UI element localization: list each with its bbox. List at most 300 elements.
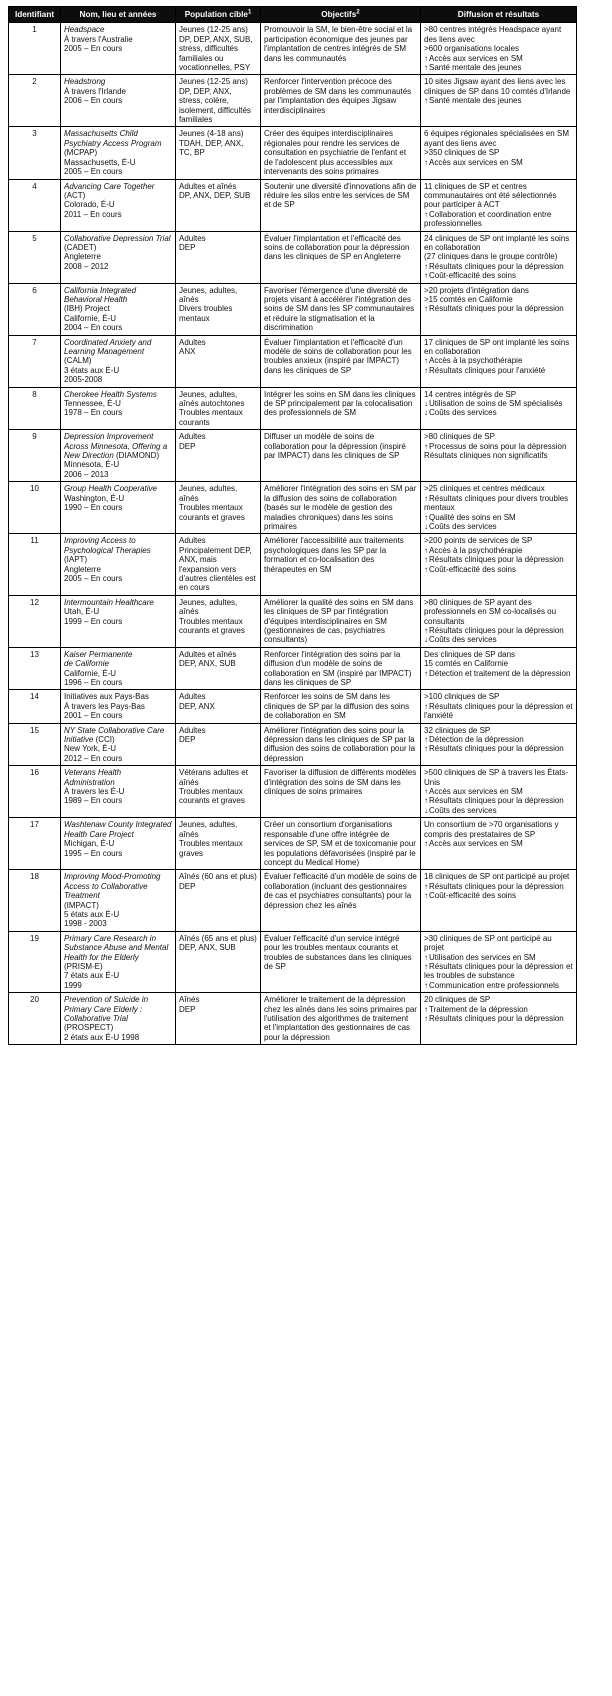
result-text: Coûts des services bbox=[429, 635, 497, 645]
result-text: 24 cliniques de SP ont implanté les soins en collaboration bbox=[424, 233, 570, 252]
result-line bbox=[424, 806, 573, 815]
name-line bbox=[64, 872, 172, 900]
results-cell bbox=[421, 127, 577, 179]
results-cell bbox=[421, 931, 577, 992]
name-line bbox=[64, 494, 172, 503]
table-row bbox=[9, 387, 577, 430]
population-line: DP, DEP, ANX, SUB, stress, difficultés familiales ou vocationnelles, PSY bbox=[179, 34, 253, 73]
name-text: Coordinated Anxiety and Learning Management bbox=[64, 337, 152, 356]
arrow-up-icon: ↑ bbox=[424, 625, 428, 635]
name-text: 2 états aux É-U 1998 bbox=[64, 1032, 140, 1042]
result-text: (27 cliniques dans le groupe contrôle) bbox=[424, 252, 558, 262]
name-text: 2005 – En cours bbox=[64, 44, 123, 54]
population-line: DEP bbox=[179, 1004, 196, 1014]
result-text: >500 cliniques de SP à travers les États-Unis bbox=[424, 768, 569, 787]
result-line bbox=[424, 598, 573, 626]
result-text: Santé mentale des jeunes bbox=[429, 96, 522, 106]
population-line: Adultes bbox=[179, 432, 206, 442]
program-name-cell bbox=[61, 595, 176, 647]
row-id: 5 bbox=[9, 231, 61, 283]
result-line bbox=[424, 182, 573, 210]
objectives-cell: Évaluer l'efficacité d'un modèle de soins de collaboration (incluant des gestionnaires de cas et psychiatres consultants) pour la dépression chez les aînés bbox=[261, 870, 421, 931]
result-line bbox=[424, 399, 573, 408]
name-line bbox=[64, 711, 172, 720]
population-cell bbox=[176, 231, 261, 283]
result-text: Qualité des soins en SM bbox=[429, 512, 516, 522]
name-text: Washtenaw County Integrated Health Care Project bbox=[64, 820, 172, 839]
population-line: Jeunes, adultes, aînés autochtones bbox=[179, 389, 245, 409]
name-line bbox=[64, 995, 172, 1023]
name-text: Massachusetts Child Psychiatry Access Program bbox=[64, 129, 162, 148]
table-row bbox=[9, 818, 577, 870]
name-text: 1996 – En cours bbox=[64, 678, 123, 687]
name-text: Prevention of Suicide in Primary Care Elderly : Collaborative Trial bbox=[64, 995, 149, 1023]
table-row bbox=[9, 993, 577, 1045]
result-line bbox=[424, 129, 573, 148]
program-name-cell bbox=[61, 993, 176, 1045]
table-row bbox=[9, 723, 577, 766]
name-line bbox=[64, 408, 172, 417]
population-line: DEP bbox=[179, 881, 196, 891]
name-line bbox=[64, 659, 172, 668]
header-id: Identifiant bbox=[9, 7, 61, 23]
population-line: Troubles mentaux courants et graves bbox=[179, 503, 245, 522]
population-line: Troubles mentaux graves bbox=[179, 839, 243, 858]
arrow-up-icon: ↑ bbox=[424, 545, 428, 555]
result-text: Accès à la psychothérapie bbox=[429, 545, 523, 555]
table-row bbox=[9, 231, 577, 283]
result-line bbox=[424, 536, 573, 545]
table-row bbox=[9, 23, 577, 75]
arrow-up-icon: ↑ bbox=[424, 881, 428, 891]
row-id: 7 bbox=[9, 335, 61, 387]
objectives-cell: Favoriser la diffusion de différents modèles d'intégration des soins de SM dans les cliniques de soins primaires bbox=[261, 766, 421, 818]
row-id: 14 bbox=[9, 690, 61, 723]
population-line: Adultes bbox=[179, 725, 206, 735]
results-cell bbox=[421, 23, 577, 75]
name-line bbox=[64, 919, 172, 928]
results-cell bbox=[421, 818, 577, 870]
result-text: Coût-efficacité des soins bbox=[429, 891, 517, 901]
name-text: (IBH) Project bbox=[64, 304, 110, 314]
name-line bbox=[64, 390, 172, 399]
name-text: 1998 - 2003 bbox=[64, 919, 107, 929]
result-line bbox=[424, 390, 573, 399]
name-text: Advancing Care Together bbox=[64, 181, 155, 191]
arrow-down-icon: ↓ bbox=[424, 521, 428, 531]
result-text: >600 organisations locales bbox=[424, 44, 519, 54]
result-line bbox=[424, 432, 573, 441]
name-text: Headspace bbox=[64, 25, 105, 35]
result-text: Résultats cliniques pour la dépression bbox=[429, 1014, 564, 1023]
document-page bbox=[8, 6, 576, 1045]
result-text: >15 comtés en Californie bbox=[424, 294, 513, 304]
header-objectives: Objectifs$^2$ bbox=[261, 7, 421, 23]
result-text: >80 cliniques de SP ayant des professionnels en SM co-localisés ou consultants bbox=[424, 597, 557, 626]
name-text: 2001 – En cours bbox=[64, 711, 123, 721]
name-line bbox=[64, 96, 172, 105]
result-line bbox=[424, 768, 573, 787]
name-line bbox=[64, 432, 172, 460]
result-line bbox=[424, 626, 573, 635]
name-line bbox=[64, 460, 172, 469]
population-cell bbox=[176, 387, 261, 430]
name-text: California Integrated Behavioral Health bbox=[64, 285, 137, 304]
program-name-cell bbox=[61, 870, 176, 931]
name-line bbox=[64, 366, 172, 375]
name-line bbox=[64, 910, 172, 919]
result-text: Résultats cliniques pour la dépression bbox=[429, 796, 564, 806]
table-row bbox=[9, 870, 577, 931]
name-text: 2008 – 2012 bbox=[64, 261, 109, 271]
results-cell bbox=[421, 335, 577, 387]
name-line bbox=[64, 503, 172, 512]
population-line: TDAH, DEP, ANX, TC, BP bbox=[179, 138, 244, 158]
name-text: À travers l'Irlande bbox=[64, 86, 126, 96]
population-line: DP, DEP, ANX, stress, colère, isolement, difficultés familiales bbox=[179, 86, 251, 125]
results-cell bbox=[421, 766, 577, 818]
result-line bbox=[424, 494, 573, 513]
name-line bbox=[64, 678, 172, 687]
result-text: Résultats cliniques non significatifs bbox=[424, 451, 548, 461]
population-line: Adultes bbox=[179, 536, 206, 546]
population-line: Jeunes (12-25 ans) bbox=[179, 25, 248, 35]
population-cell bbox=[176, 482, 261, 534]
result-text: >200 points de services de SP bbox=[424, 536, 533, 546]
name-line bbox=[64, 191, 172, 200]
objectives-cell: Intégrer les soins en SM dans les cliniques de SP principalement par la colocalisation des professionnels de SM bbox=[261, 387, 421, 430]
row-id: 15 bbox=[9, 723, 61, 766]
objectives-cell: Soutenir une diversité d'innovations afin de réduire les silos entre les services de SM et de SP bbox=[261, 179, 421, 231]
result-text: >100 cliniques de SP bbox=[424, 692, 500, 702]
name-line bbox=[64, 768, 172, 787]
row-id: 13 bbox=[9, 647, 61, 690]
population-cell bbox=[176, 75, 261, 127]
name-text: (IMPACT) bbox=[64, 900, 99, 910]
table-body bbox=[9, 23, 577, 1045]
population-line: Jeunes, adultes, aînés bbox=[179, 820, 238, 839]
row-id: 19 bbox=[9, 931, 61, 992]
result-line bbox=[424, 338, 573, 357]
name-text: Washington, É-U bbox=[64, 493, 125, 503]
name-text: Michigan, É-U bbox=[64, 839, 115, 849]
arrow-up-icon: ↑ bbox=[424, 512, 428, 522]
name-line bbox=[64, 1023, 172, 1032]
row-id: 4 bbox=[9, 179, 61, 231]
result-text: Utilisation des services en SM bbox=[429, 952, 536, 962]
result-line bbox=[424, 891, 573, 900]
program-name-cell bbox=[61, 647, 176, 690]
result-line bbox=[424, 839, 573, 848]
population-line: DEP bbox=[179, 735, 196, 745]
result-line bbox=[424, 484, 573, 493]
name-line bbox=[64, 484, 172, 493]
results-cell bbox=[421, 534, 577, 595]
arrow-up-icon: ↑ bbox=[424, 839, 428, 849]
population-line: DEP bbox=[179, 441, 196, 451]
population-cell bbox=[176, 335, 261, 387]
population-cell bbox=[176, 931, 261, 992]
row-id: 3 bbox=[9, 127, 61, 179]
name-text: Primary Care Research in Substance Abuse and Mental Health for the Elderly bbox=[64, 933, 169, 962]
program-name-cell bbox=[61, 179, 176, 231]
population-cell bbox=[176, 818, 261, 870]
name-line bbox=[64, 304, 172, 313]
name-text: Group Health Cooperative bbox=[64, 484, 157, 494]
result-line bbox=[424, 650, 573, 659]
name-text: (CALM) bbox=[64, 356, 92, 366]
table-row bbox=[9, 647, 577, 690]
population-line: Troubles mentaux courants et graves bbox=[179, 787, 245, 806]
name-text: Cherokee Health Systems bbox=[64, 389, 157, 399]
result-line bbox=[424, 304, 573, 313]
result-line bbox=[424, 735, 573, 744]
name-text: 1989 – En cours bbox=[64, 796, 123, 806]
population-line: Aînés bbox=[179, 995, 200, 1005]
arrow-up-icon: ↑ bbox=[424, 891, 428, 901]
results-cell bbox=[421, 231, 577, 283]
name-text: Californie, É-U bbox=[64, 313, 117, 323]
name-line bbox=[64, 243, 172, 252]
name-line bbox=[64, 617, 172, 626]
result-line bbox=[424, 96, 573, 105]
objectives-cell: Créer un consortium d'organisations responsable d'une offre intégrée de services de SP, SM et de toxicomanie pour les populations défavorisées (inspiré par le concept du Medical Home) bbox=[261, 818, 421, 870]
result-line bbox=[424, 882, 573, 891]
result-text: Santé mentale des jeunes bbox=[429, 63, 522, 73]
name-text: 2012 – En cours bbox=[64, 753, 123, 763]
name-line bbox=[64, 470, 172, 479]
name-suffix: (CCI) bbox=[93, 735, 115, 745]
result-line bbox=[424, 1005, 573, 1014]
table-row bbox=[9, 283, 577, 335]
name-text: Minnesota, É-U bbox=[64, 460, 120, 470]
name-text: 5 états aux É-U bbox=[64, 909, 120, 919]
result-line bbox=[424, 408, 573, 417]
result-line bbox=[424, 77, 573, 96]
population-line: Adultes bbox=[179, 233, 206, 243]
result-text: >80 cliniques de SP bbox=[424, 432, 495, 442]
programs-table bbox=[8, 6, 577, 1045]
name-line bbox=[64, 692, 172, 701]
name-text: Californie, É-U bbox=[64, 668, 117, 678]
result-text: Coût-efficacité des soins bbox=[429, 271, 517, 281]
population-line: Aînés (60 ans et plus) bbox=[179, 872, 257, 882]
result-line bbox=[424, 555, 573, 564]
name-line bbox=[64, 234, 172, 243]
name-text: À travers les É-U bbox=[64, 787, 125, 797]
name-text: Improving Mood-Promoting Access to Collaborative Treatment bbox=[64, 872, 161, 901]
table-row bbox=[9, 75, 577, 127]
name-line bbox=[64, 252, 172, 261]
objectives-cell: Évaluer l'efficacité d'un service intégré pour les troubles mentaux courants et troubles de substances dans les cliniques de SP bbox=[261, 931, 421, 992]
result-line bbox=[424, 995, 573, 1004]
results-cell bbox=[421, 482, 577, 534]
name-line bbox=[64, 796, 172, 805]
result-text: Accès à la psychothérapie bbox=[429, 356, 523, 366]
name-line bbox=[64, 981, 172, 990]
population-line: Divers troubles mentaux bbox=[179, 304, 233, 323]
results-cell bbox=[421, 387, 577, 430]
name-line bbox=[64, 286, 172, 305]
name-line bbox=[64, 574, 172, 583]
population-cell bbox=[176, 993, 261, 1045]
name-text: Angleterre bbox=[64, 564, 101, 574]
program-name-cell bbox=[61, 75, 176, 127]
result-line bbox=[424, 513, 573, 522]
population-line: Jeunes, adultes, aînés bbox=[179, 597, 238, 617]
result-text: Résultats cliniques pour la dépression et l'anxiété bbox=[424, 701, 573, 721]
results-cell bbox=[421, 283, 577, 335]
result-line bbox=[424, 702, 573, 721]
arrow-up-icon: ↑ bbox=[424, 304, 428, 314]
name-line bbox=[64, 200, 172, 209]
result-line bbox=[424, 692, 573, 701]
population-line: Adultes bbox=[179, 692, 206, 702]
program-name-cell bbox=[61, 283, 176, 335]
results-cell bbox=[421, 723, 577, 766]
name-line bbox=[64, 787, 172, 796]
results-cell bbox=[421, 430, 577, 482]
objectives-cell: Évaluer l'implantation et l'efficacité d'un modèle de soins de collaboration pour les troubles anxieux (inspiré par IMPACT) dans les cliniques de SP bbox=[261, 335, 421, 387]
result-line bbox=[424, 669, 573, 678]
name-text: Collaborative Depression Trial bbox=[64, 233, 171, 243]
result-line bbox=[424, 953, 573, 962]
result-line bbox=[424, 262, 573, 271]
population-cell bbox=[176, 690, 261, 723]
row-id: 2 bbox=[9, 75, 61, 127]
result-text: Résultats cliniques pour la dépression bbox=[429, 304, 564, 314]
result-text: Détection de la dépression bbox=[429, 735, 524, 745]
table-row bbox=[9, 335, 577, 387]
result-text: 10 sites Jigsaw ayant des liens avec les cliniques de SP dans 10 comtés d'Irlande bbox=[424, 77, 571, 96]
population-cell bbox=[176, 870, 261, 931]
result-text: Communication entre professionnels bbox=[429, 980, 559, 990]
name-text: Massachusetts, É-U bbox=[64, 157, 136, 167]
name-line bbox=[64, 35, 172, 44]
result-line bbox=[424, 934, 573, 953]
name-line bbox=[64, 971, 172, 980]
program-name-cell bbox=[61, 482, 176, 534]
name-line bbox=[64, 25, 172, 34]
name-line bbox=[64, 536, 172, 555]
name-text: 3 états aux É-U bbox=[64, 365, 120, 375]
result-text: Résultats cliniques pour la dépression bbox=[429, 261, 564, 271]
population-cell bbox=[176, 723, 261, 766]
arrow-up-icon: ↑ bbox=[424, 961, 428, 971]
objectives-cell: Renforcer l'intégration des soins par la diffusion d'un modèle de soins de collaboration en SM (inspiré par IMPACT) dans les cliniques de SP bbox=[261, 647, 421, 690]
name-text: 1999 bbox=[64, 980, 82, 990]
program-name-cell bbox=[61, 931, 176, 992]
result-text: Détection et traitement de la dépression bbox=[429, 668, 571, 678]
result-line bbox=[424, 962, 573, 981]
header-population: Population cible$^1$ bbox=[176, 7, 261, 23]
program-name-cell bbox=[61, 766, 176, 818]
name-text: New York, É-U bbox=[64, 744, 117, 754]
arrow-up-icon: ↑ bbox=[424, 952, 428, 962]
name-text: Colorado, É-U bbox=[64, 200, 115, 210]
population-line: Vétérans adultes et aînés bbox=[179, 768, 248, 787]
population-line: DP, ANX, DEP, SUB bbox=[179, 190, 251, 200]
name-text: Headstrong bbox=[64, 77, 106, 87]
results-cell bbox=[421, 75, 577, 127]
name-text: 2006 – En cours bbox=[64, 96, 123, 106]
name-text: 2011 – En cours bbox=[64, 209, 122, 219]
population-cell bbox=[176, 647, 261, 690]
objectives-cell: Améliorer le traitement de la dépression chez les aînés dans les soins primaires par l'utilisation des algorithmes de traitement et l'implantation des gestionnaires de cas pour la dépression bbox=[261, 993, 421, 1045]
name-line bbox=[64, 148, 172, 157]
program-name-cell bbox=[61, 231, 176, 283]
name-line bbox=[64, 158, 172, 167]
table-row bbox=[9, 931, 577, 992]
result-text: Résultats cliniques pour la dépression bbox=[429, 625, 564, 635]
name-text: 1978 – En cours bbox=[64, 408, 123, 418]
table-row bbox=[9, 766, 577, 818]
population-line: Aînés (65 ans et plus) bbox=[179, 933, 257, 943]
result-text: 6 équipes régionales spécialisées en SM ayant des liens avec bbox=[424, 129, 569, 148]
population-line: Jeunes (4-18 ans) bbox=[179, 129, 244, 139]
result-text: Résultats cliniques pour divers troubles mentaux bbox=[424, 493, 569, 513]
name-text: (CADET) bbox=[64, 242, 97, 252]
arrow-up-icon: ↑ bbox=[424, 261, 428, 271]
result-text: Coûts des services bbox=[429, 805, 497, 815]
population-line: ANX bbox=[179, 347, 196, 356]
arrow-up-icon: ↑ bbox=[424, 796, 428, 806]
result-text: >30 cliniques de SP ont participé au projet bbox=[424, 933, 552, 953]
arrow-up-icon: ↑ bbox=[424, 63, 428, 73]
name-text: Intermountain Healthcare bbox=[64, 597, 154, 607]
results-cell bbox=[421, 179, 577, 231]
program-name-cell bbox=[61, 23, 176, 75]
table-row bbox=[9, 482, 577, 534]
result-text: Coûts des services bbox=[429, 521, 497, 531]
population-cell bbox=[176, 23, 261, 75]
population-line: DEP, ANX bbox=[179, 701, 215, 711]
objectives-cell: Diffuser un modèle de soins de collaboration pour la dépression (inspiré par IMPACT) dans les cliniques de SP bbox=[261, 430, 421, 482]
result-text: Accès aux services en SM bbox=[429, 839, 523, 849]
name-line bbox=[64, 44, 172, 53]
result-text: 20 cliniques de SP bbox=[424, 995, 491, 1005]
name-line bbox=[64, 650, 172, 659]
arrow-up-icon: ↑ bbox=[424, 365, 428, 375]
name-text: Veterans Health Administration bbox=[64, 768, 122, 787]
result-line bbox=[424, 796, 573, 805]
name-line bbox=[64, 77, 172, 86]
name-line bbox=[64, 754, 172, 763]
objectives-cell: Favoriser l'émergence d'une diversité de projets visant à accélérer l'intégration des soins de SM dans les SP communautaires et réduire la stigmatisation et la discrimination bbox=[261, 283, 421, 335]
population-line: Principalement DEP, ANX, mais l'expansion vers d'autres clientèles est en cours bbox=[179, 545, 256, 593]
name-text: 1999 – En cours bbox=[64, 616, 123, 626]
name-line bbox=[64, 962, 172, 971]
name-line bbox=[64, 607, 172, 616]
objectives-cell: Créer des équipes interdisciplinaires régionales pour rendre les services de consultation en psychiatrie de l'enfant et de l'adolescent plus accessibles aux intervenants des soins primaires bbox=[261, 127, 421, 179]
objectives-cell: Améliorer la qualité des soins en SM dans les cliniques de SP par l'intégration d'équipes interdisciplinaires en SM (gestionnaires de cas, psychiatres consultants) bbox=[261, 595, 421, 647]
row-id: 10 bbox=[9, 482, 61, 534]
name-text: Tennessee, É-U bbox=[64, 399, 121, 409]
program-name-cell bbox=[61, 690, 176, 723]
name-line bbox=[64, 87, 172, 96]
result-text: Résultats cliniques pour la dépression bbox=[429, 744, 564, 754]
arrow-up-icon: ↑ bbox=[424, 564, 428, 574]
arrow-down-icon: ↓ bbox=[424, 805, 428, 815]
name-text: 1995 – En cours bbox=[64, 848, 123, 858]
name-line bbox=[64, 565, 172, 574]
arrow-up-icon: ↑ bbox=[424, 441, 428, 451]
arrow-up-icon: ↑ bbox=[424, 271, 428, 281]
result-text: Collaboration et coordination entre professionnelles bbox=[424, 209, 552, 229]
name-line bbox=[64, 129, 172, 148]
name-line bbox=[64, 323, 172, 332]
objectives-cell: Renforcer l'intervention précoce des problèmes de SM dans les communautés par l'implantation des équipes Jigsaw interdisciplinaires bbox=[261, 75, 421, 127]
